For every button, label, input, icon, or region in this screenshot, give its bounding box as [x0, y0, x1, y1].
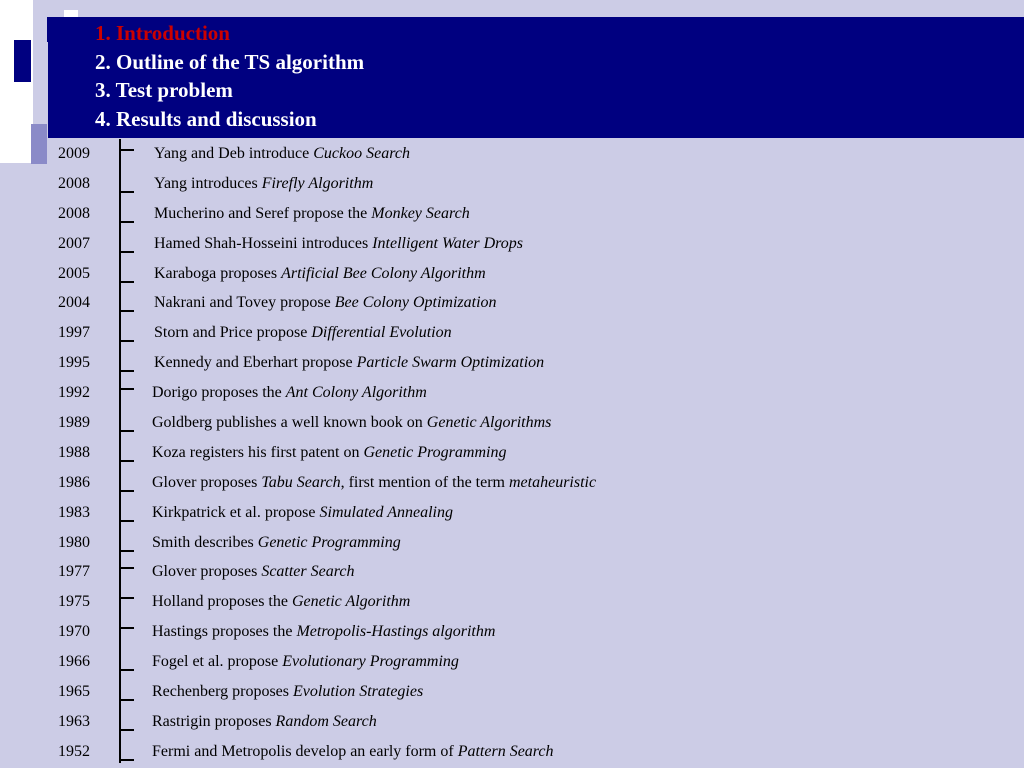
menu-item-4[interactable]: 4. Results and discussion: [95, 106, 317, 131]
timeline-year: 2008: [58, 174, 90, 192]
timeline-year: 2009: [58, 145, 90, 162]
description-text: Dorigo proposes the: [152, 384, 286, 402]
timeline-year: 1965: [58, 683, 90, 701]
algorithm-name: Firefly Algorithm: [261, 174, 374, 192]
algorithm-name: Pattern Search: [457, 742, 554, 760]
timeline-description: [152, 468, 596, 498]
timeline-entry: [0, 647, 1024, 677]
timeline-description: [152, 378, 427, 408]
timeline-year: 2004: [58, 294, 90, 312]
description-text: Holland proposes the: [152, 593, 292, 611]
timeline-year: 1988: [58, 443, 90, 461]
description-text: Kennedy and Eberhart propose: [154, 354, 357, 372]
timeline: [0, 139, 1024, 767]
description-text: Glover proposes: [152, 473, 262, 491]
algorithm-name: Genetic Algorithm: [291, 593, 411, 611]
description-text: Hamed Shah-Hosseini introduces: [154, 234, 373, 252]
timeline-year: 1989: [58, 414, 90, 432]
timeline-tick: [120, 251, 134, 253]
timeline-tick: [120, 627, 134, 629]
timeline-tick: [120, 460, 134, 462]
timeline-entry: [0, 737, 1024, 767]
algorithm-name: Tabu Search: [261, 473, 341, 491]
algorithm-name: Evolution Strategies: [293, 683, 424, 701]
algorithm-name: Scatter Search: [261, 563, 355, 581]
timeline-year: 1970: [58, 623, 90, 641]
timeline-description: [152, 438, 506, 468]
description-text: Yang introduces: [154, 174, 262, 192]
timeline-description: [154, 288, 497, 318]
timeline-tick: [120, 430, 134, 432]
description-text: , first mention of the term: [340, 473, 509, 491]
timeline-description: [154, 348, 544, 378]
timeline-description: [154, 139, 410, 169]
timeline-year: 2007: [58, 234, 90, 252]
algorithm-name: Bee Colony Optimization: [334, 294, 497, 312]
algorithm-name: Artificial Bee Colony Algorithm: [281, 264, 486, 282]
timeline-year: 1980: [58, 533, 90, 551]
timeline-tick: [120, 370, 134, 372]
timeline-description: [154, 318, 452, 348]
timeline-entry: [0, 199, 1024, 229]
algorithm-name: Differential Evolution: [311, 324, 452, 342]
term-name: metaheuristic: [508, 473, 597, 491]
timeline-year: 1986: [58, 473, 90, 491]
timeline-tick: [120, 310, 134, 312]
decor-square: [14, 40, 31, 82]
timeline-tick: [120, 597, 134, 599]
timeline-entry: [0, 259, 1024, 289]
timeline-entry: [0, 408, 1024, 438]
timeline-entry: [0, 378, 1024, 408]
description-text: Glover proposes: [152, 563, 262, 581]
timeline-entry: [0, 229, 1024, 259]
timeline-year: 2005: [58, 264, 90, 282]
timeline-tick: [120, 191, 134, 193]
algorithm-name: Cuckoo Search: [313, 145, 410, 162]
timeline-year: 1992: [58, 384, 90, 402]
timeline-tick: [120, 221, 134, 223]
timeline-description: [154, 199, 470, 229]
timeline-entry: [0, 139, 1024, 169]
timeline-description: [152, 707, 377, 737]
timeline-description: [152, 677, 423, 707]
timeline-description: [152, 528, 401, 558]
timeline-description: [152, 408, 551, 438]
timeline-tick: [120, 550, 134, 552]
algorithm-name: Random Search: [275, 712, 377, 730]
description-text: Nakrani and Tovey propose: [154, 294, 335, 312]
timeline-tick: [120, 669, 134, 671]
timeline-year: 1995: [58, 354, 90, 372]
timeline-entry: [0, 617, 1024, 647]
timeline-description: [152, 647, 459, 677]
algorithm-name: Metropolis-Hastings algorithm: [296, 623, 496, 641]
description-text: Storn and Price propose: [154, 324, 312, 342]
algorithm-name: Genetic Programming: [363, 443, 507, 461]
timeline-description: [152, 557, 354, 587]
algorithm-name: Simulated Annealing: [319, 503, 453, 521]
timeline-entry: [0, 677, 1024, 707]
timeline-entry: [0, 169, 1024, 199]
algorithm-name: Ant Colony Algorithm: [285, 384, 427, 402]
algorithm-name: Genetic Programming: [257, 533, 401, 551]
timeline-year: 1952: [58, 742, 90, 760]
timeline-entry: [0, 468, 1024, 498]
description-text: Fermi and Metropolis develop an early form of: [152, 742, 458, 760]
timeline-entry: [0, 438, 1024, 468]
timeline-entry: [0, 318, 1024, 348]
description-text: Hastings proposes the: [152, 623, 297, 641]
description-text: Mucherino and Seref propose the: [154, 204, 372, 222]
menu-item-2[interactable]: 2. Outline of the TS algorithm: [95, 49, 365, 74]
description-text: Goldberg publishes a well known book on: [152, 414, 427, 432]
timeline-description: [154, 259, 486, 289]
timeline-entry: [0, 707, 1024, 737]
algorithm-name: Genetic Algorithms: [426, 414, 552, 432]
timeline-tick: [120, 567, 134, 569]
algorithm-name: Particle Swarm Optimization: [356, 354, 545, 372]
timeline-tick: [120, 759, 134, 761]
timeline-tick: [120, 388, 134, 390]
timeline-description: [152, 587, 410, 617]
description-text: Rechenberg proposes: [152, 683, 293, 701]
timeline-year: 1963: [58, 712, 90, 730]
description-text: Kirkpatrick et al. propose: [152, 503, 320, 521]
algorithm-name: Intelligent Water Drops: [372, 234, 523, 252]
section-menu: [95, 19, 364, 133]
timeline-entry: [0, 557, 1024, 587]
timeline-year: 1983: [58, 503, 90, 521]
timeline-tick: [120, 729, 134, 731]
timeline-year: 1997: [58, 324, 90, 342]
timeline-tick: [120, 699, 134, 701]
timeline-tick: [120, 340, 134, 342]
timeline-year: 1975: [58, 593, 90, 611]
description-text: Karaboga proposes: [154, 264, 282, 282]
menu-item-3[interactable]: 3. Test problem: [95, 78, 233, 102]
timeline-description: [154, 169, 373, 199]
timeline-entry: [0, 348, 1024, 378]
algorithm-name: Evolutionary Programming: [282, 653, 459, 671]
timeline-description: [152, 617, 495, 647]
description-text: Koza registers his first patent on: [152, 443, 364, 461]
algorithm-name: Monkey Search: [371, 204, 470, 222]
timeline-description: [152, 498, 453, 528]
timeline-entry: [0, 498, 1024, 528]
description-text: Smith describes: [152, 533, 258, 551]
timeline-description: [152, 737, 554, 767]
timeline-entry: [0, 288, 1024, 318]
timeline-year: 1977: [58, 563, 90, 581]
timeline-year: 2008: [58, 204, 90, 222]
menu-item-1[interactable]: 1. Introduction: [95, 21, 230, 45]
description-text: Fogel et al. propose: [152, 653, 283, 671]
timeline-description: [154, 229, 523, 259]
timeline-tick: [120, 281, 134, 283]
description-text: Yang and Deb introduce: [154, 145, 314, 162]
description-text: Rastrigin proposes: [152, 712, 276, 730]
timeline-tick: [120, 490, 134, 492]
timeline-entry: [0, 587, 1024, 617]
timeline-tick: [120, 520, 134, 522]
timeline-year: 1966: [58, 653, 90, 671]
timeline-tick: [120, 149, 134, 151]
timeline-entry: [0, 528, 1024, 558]
